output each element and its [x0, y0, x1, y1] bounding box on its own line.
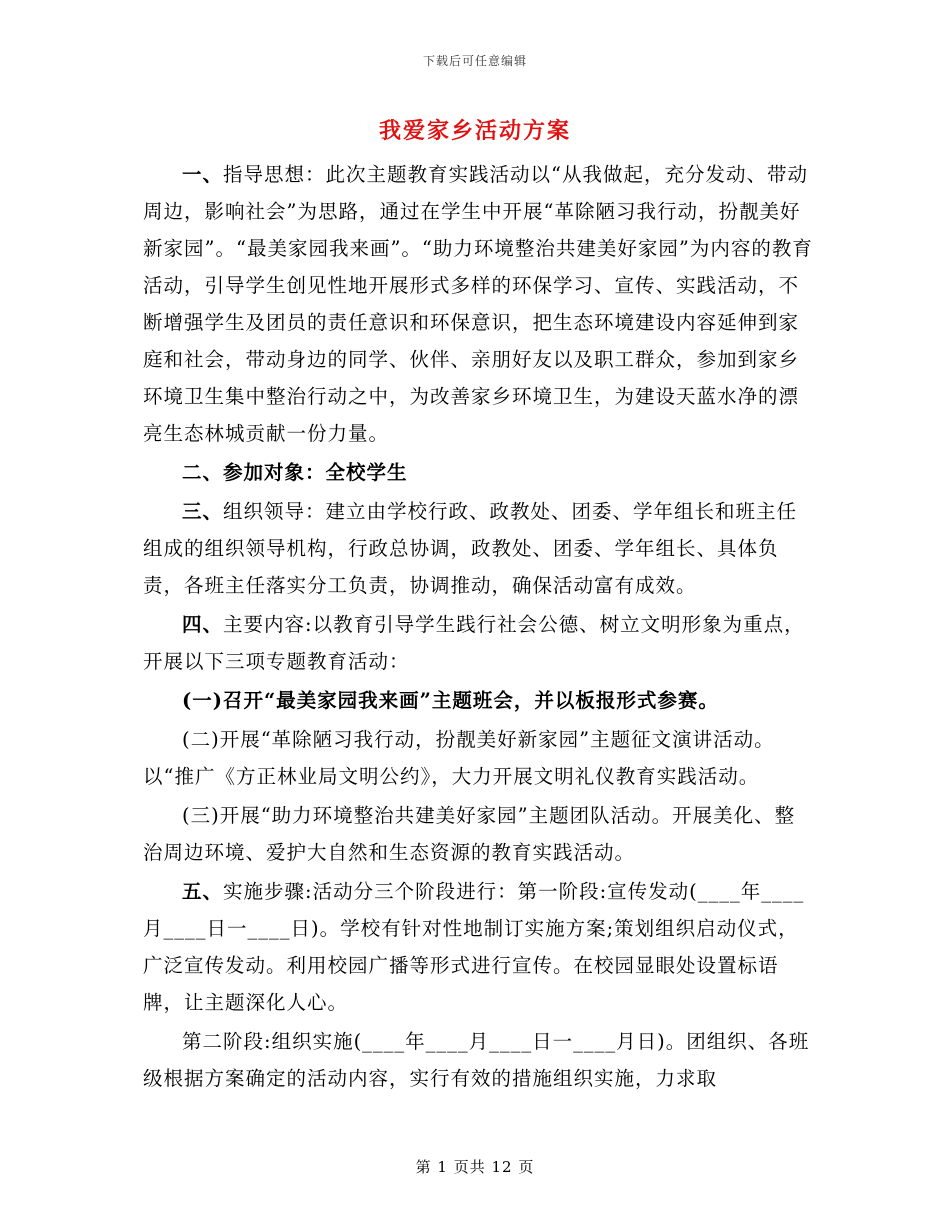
section-text: 实施步骤:活动分三个阶段进行：第一阶段:宣传发动(____年____月____日一____日)。学校有针对性地制订实施方案;策划组织启动仪式，广泛宣传发动。利用校园广播等形式进行宣传。在校园显眼处设置标语牌，让主题深化人心。: [143, 880, 805, 1014]
section-implementation: [143, 873, 813, 1021]
document-body: [143, 156, 813, 1097]
activity-item-1: (一)召开“最美家园我来画”主题班会，并以板报形式参赛。: [182, 689, 719, 712]
page-header: 下载后可任意编辑: [422, 54, 527, 68]
section-number: 三、: [182, 500, 224, 523]
section-guiding-thought: [143, 156, 813, 452]
section-number: 一、: [182, 163, 224, 186]
stage-two-paragraph: 第二阶段:组织实施(____年____月____日一____月日)。团组织、各班级根据方案确定的活动内容，实行有效的措施组织实施，力求取: [143, 1030, 810, 1090]
section-main-content: [143, 606, 813, 680]
section-participants: 二、参加对象：全校学生: [182, 461, 408, 484]
section-text: 组织领导：建立由学校行政、政教处、团委、学年组长和班主任组成的组织领导机构，行政总协调，政教处、团委、学年组长、具体负责，各班主任落实分工负责，协调推动，确保活动富有成效。: [143, 500, 798, 597]
activity-item-3: (三)开展“助力环境整治共建美好家园”主题团队活动。开展美化、整治周边环境、爱护大自然和生态资源的教育实践活动。: [143, 804, 796, 864]
section-number: 五、: [182, 880, 224, 903]
activity-item-2: (二)开展“革除陋习我行动，扮靓美好新家园”主题征文演讲活动。以“推广《方正林业局文明公约》，大力开展文明礼仪教育实践活动。: [143, 728, 775, 788]
section-organization: [143, 493, 813, 604]
page-footer: 第 1 页共 12 页: [415, 1158, 535, 1176]
section-text: 指导思想：此次主题教育实践活动以“从我做起，充分发动、带动周边，影响社会”为思路，通过在学生中开展“革除陋习我行动，扮靓美好新家园”。“最美家园我来画”。“助力环境整治共建美好家园”为内容的教育活动，引导学生创见性地开展形式多样的环保学习、宣传、实践活动，不断增强学生及团员的责任意识和环保意识，把生态环境建设内容延伸到家庭和社会，带动身边的同学、伙伴、亲朋好友以及职工群众，参加到家乡环境卫生集中整治行动之中，为改善家乡环境卫生，为建设天蓝水净的漂亮生态林城贡献一份力量。: [143, 163, 813, 445]
page-title: 我爱家乡活动方案: [378, 118, 571, 144]
section-number: 四、: [182, 613, 224, 636]
section-text: 主要内容:以教育引导学生践行社会公德、树立文明形象为重点，开展以下三项专题教育活动：: [143, 613, 805, 673]
